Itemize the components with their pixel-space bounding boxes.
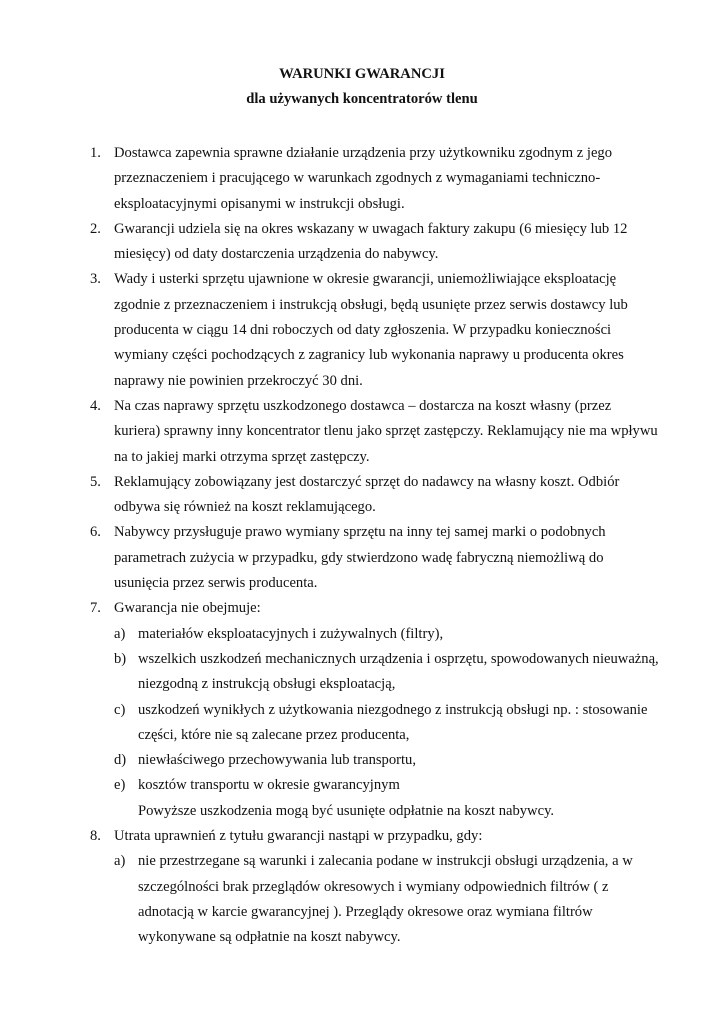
sub-letter: d) [114, 752, 127, 769]
term-item-8 [90, 824, 660, 849]
term-number: 8. [90, 828, 101, 845]
sub-text: nie przestrzegane są warunki i zalecania podane w instrukcji obsługi urządzenia, a w szczególności brak przeglądów okresowych i wymiany odpowiednich filtrów ( z adnotacją w karcie gwarancyjnej ). Przeglądy okresowe oraz wymiana filtrów wykonywane są odpłatnie na koszt nabywcy. [138, 853, 633, 946]
term-item-1 [90, 141, 660, 217]
term-item-5 [90, 470, 660, 521]
term-number: 4. [90, 397, 101, 414]
document-subtitle: dla używanych koncentratorów tlenu [246, 91, 478, 107]
exclusion-item-c [90, 698, 660, 749]
term-text: Dostawca zapewnia sprawne działanie urządzenia przy użytkowniku zgodnym z jego przeznaczeniem i pracującego w warunkach zgodnych z wymaganiami techniczno-eksploatacyjnymi opisanymi w instrukcji obsługi. [114, 145, 613, 212]
sub-letter: e) [114, 777, 126, 794]
term-item-6 [90, 520, 660, 596]
term-item-4 [90, 394, 660, 470]
sub-text: niewłaściwego przechowywania lub transportu, [138, 752, 417, 769]
sub-text: kosztów transportu w okresie gwarancyjnym [138, 777, 400, 794]
term-number: 3. [90, 271, 101, 288]
sub-letter: a) [114, 625, 126, 642]
sub-letter: c) [114, 701, 126, 718]
term-text: Reklamujący zobowiązany jest dostarczyć sprzęt do nadawcy na własny koszt. Odbiór odbywa się również na koszt reklamującego. [114, 473, 620, 516]
sub-text: uszkodzeń wynikłych z użytkowania niezgodnego z instrukcją obsługi np. : stosowanie części, które nie są zalecane przez producenta, [138, 701, 648, 743]
term-number: 6. [90, 524, 101, 541]
document-title: WARUNKI GWARANCJI [279, 66, 445, 82]
exclusion-item-e [90, 773, 660, 798]
exclusion-item-d [90, 748, 660, 773]
term-number: 2. [90, 220, 101, 237]
exclusion-item-b [90, 647, 660, 698]
term-item-3 [90, 267, 660, 393]
term-item-2 [90, 217, 660, 268]
loss-condition-a [90, 849, 660, 950]
term-text: Na czas naprawy sprzętu uszkodzonego dostawca – dostarcza na koszt własny (przez kuriera) sprawny inny koncentrator tlenu jako sprzęt zastępczy. Reklamujący nie ma wpływu na to jakiej marki otrzyma sprzęt zastępczy. [114, 397, 658, 465]
term-number: 1. [90, 145, 101, 161]
term-text: Gwarancja nie obejmuje: [114, 600, 261, 617]
term-number: 5. [90, 473, 101, 490]
term-text: Wady i usterki sprzętu ujawnione w okresie gwarancji, uniemożliwiające eksploatację zgodnie z przeznaczeniem i instrukcją obsługi, będą usunięte przez serwis dostawcy lub producenta w ciągu 14 dni roboczych od daty zgłoszenia. W przypadku konieczności wymiany części pochodzących z zagranicy lub wykonania naprawy u producenta okres naprawy nie powinien przekroczyć 30 dni. [114, 271, 628, 389]
exclusion-item-a [90, 622, 660, 647]
sub-letter: a) [114, 853, 126, 870]
sub-text: materiałów eksploatacyjnych i zużywalnych (filtry), [138, 625, 444, 642]
term-number: 7. [90, 600, 101, 617]
term-text: Gwarancji udziela się na okres wskazany w uwagach faktury zakupu (6 miesięcy lub 12 miesięcy) od daty dostarczenia urządzenia do nabywcy. [114, 220, 628, 263]
term-text: Utrata uprawnień z tytułu gwarancji nastąpi w przypadku, gdy: [114, 828, 483, 845]
term-text: Nabywcy przysługuje prawo wymiany sprzętu na inny tej samej marki o podobnych parametrach zużycia w przypadku, gdy stwierdzono wadę fabryczną niemożliwą do usunięcia przez serwis producenta. [114, 524, 606, 592]
exclusion-note: Powyższe uszkodzenia mogą być usunięte odpłatnie na koszt nabywcy. [138, 802, 555, 819]
sub-letter: b) [114, 650, 127, 667]
terms-list [90, 141, 660, 951]
term-item-7 [90, 596, 660, 621]
sub-text: wszelkich uszkodzeń mechanicznych urządzenia i osprzętu, spowodowanych nieuważną, niezgodną z instrukcją obsługi eksploatacją, [138, 650, 659, 693]
title-block [0, 62, 724, 112]
